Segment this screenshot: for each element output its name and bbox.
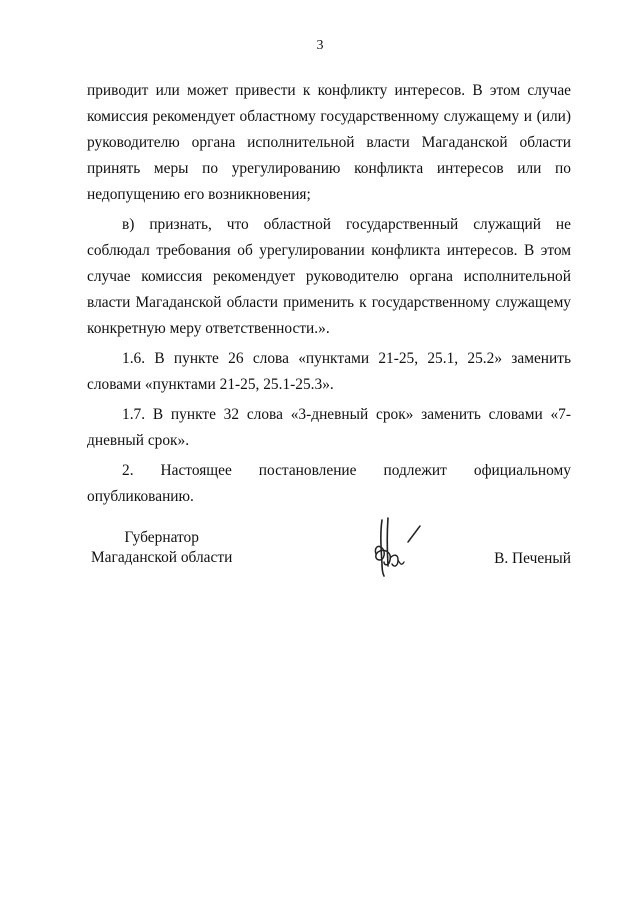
signer-title bbox=[91, 528, 232, 568]
paragraph-continuation: приводит или может привести к конфликту интересов. В этом случае комиссия рекомендует областному государственному служащему и (или) руководителю органа исполнительной власти Магаданской области принять меры по урегулированию конфликта интересов или по недопущению его возникновения; bbox=[87, 82, 571, 203]
signature-block bbox=[0, 528, 640, 588]
signer-title-line2: Магаданской области bbox=[91, 549, 233, 566]
page-number: 3 bbox=[316, 38, 324, 53]
signer-title-line1: Губернатор bbox=[124, 529, 199, 546]
paragraph-item-1-6: 1.6. В пункте 26 слова «пунктами 21-25, 25.1, 25.2» заменить словами «пунктами 21-25, 25.1-25.3». bbox=[87, 350, 571, 393]
paragraph-item-1-7: 1.7. В пункте 32 слова «3-дневный срок» заменить словами «7-дневный срок». bbox=[87, 406, 571, 449]
handwritten-signature bbox=[368, 514, 428, 584]
paragraph-item-v: в) признать, что областной государственный служащий не соблюдал требования об урегулировании конфликта интересов. В этом случае комиссия рекомендует руководителю органа исполнительной власти Магаданской области применить к государственному служащему конкретную меру ответственности.». bbox=[87, 216, 571, 337]
paragraph-item-2: 2. Настоящее постановление подлежит официальному опубликованию. bbox=[87, 462, 571, 505]
signer-name: В. Печеный bbox=[494, 550, 571, 567]
document-body bbox=[87, 78, 571, 514]
